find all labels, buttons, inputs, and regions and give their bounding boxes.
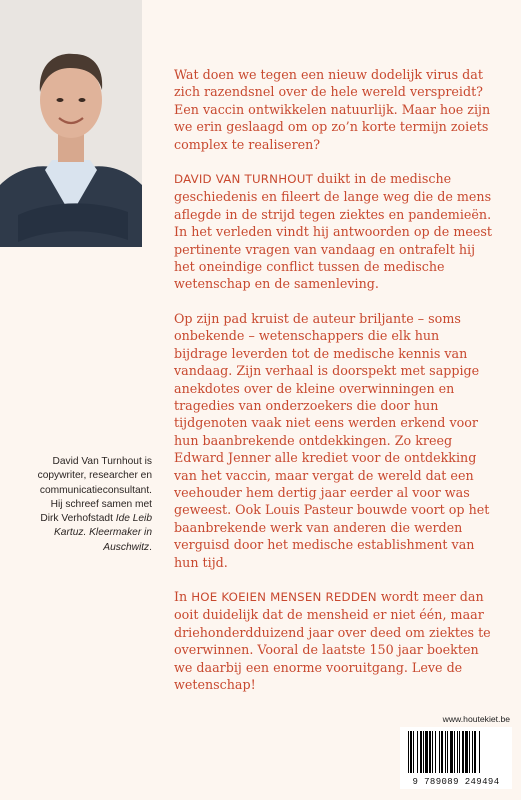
blurb-paragraph-scientists: Op zijn pad kruist de auteur briljante – soms onbekende – wetenschappers die elk hun bijdrage leverden tot de medische kennis van vandaag. Zijn verhaal is doorspekt met sappige anekdotes over de kleine overwinningen en tragedies van onderzoekers die door hun tijdgenoten vaak niet eens werden erkend voor hun baanbrekende ontdekkingen. Zo kreeg Edward Jenner alle krediet voor de ontdekking van het vaccin, maar vergat de wereld dat een veehouder hem dertig jaar eerder al voor was geweest. Ook Louis Pasteur bouwde voort op het baanbrekende werk van anderen die werden verguisd door het medische establishment van hun tijd. [174, 310, 490, 570]
barcode-bar [465, 731, 468, 773]
barcode-bar [410, 731, 412, 773]
bio-line [12, 512, 152, 526]
barcode-bar [439, 731, 440, 773]
title-separator: . [83, 527, 90, 539]
book-title: Kleermaker in [89, 527, 152, 539]
back-cover-blurb [174, 66, 494, 710]
barcode-bar [459, 731, 460, 773]
barcode-bar [417, 731, 418, 773]
isbn-barcode [400, 727, 512, 789]
book-title: Auschwitz [103, 541, 150, 553]
author-photo [0, 0, 142, 247]
book-title: Ide Leib [115, 513, 152, 525]
barcode-bar [454, 731, 455, 773]
barcode-bar [413, 731, 414, 773]
barcode-bar [457, 731, 458, 773]
barcode-bar [462, 731, 464, 773]
blurb-paragraph-conclusion [174, 588, 494, 693]
publisher-website: www.houtekiet.be [442, 714, 510, 724]
bio-line: David Van Turnhout is [52, 456, 152, 467]
paragraph-text: wordt meer dan ooit duidelijk dat de mensheid er niet één, maar driehonderdduizend jaar over deed om ziektes te overwinnen. Vooral de laatste 150 jaar boekten we daarbij een enorme vooruitgang. Leve de wetenschap! [174, 588, 491, 692]
barcode-bar [425, 731, 428, 773]
paragraph-text: duikt in de medische geschiedenis en fileert de lange weg die de mens aflegde in de strijd tegen ziektes en pandemieën. In het verleden vindt hij antwoorden op de meest pertinente vragen van vandaag en ontrafelt hij het oneindige conflict tussen de medische wetenschap en de samenleving. [174, 171, 492, 292]
barcode-bar [479, 731, 480, 773]
barcode-bar [420, 731, 422, 773]
author-name: DAVID VAN TURNHOUT [174, 172, 313, 187]
barcode-bar [423, 731, 424, 773]
barcode-bar [469, 731, 470, 773]
bio-line [12, 526, 152, 540]
barcode-bar [450, 731, 453, 773]
barcode-bar [435, 731, 436, 773]
book-title: HOE KOEIEN MENSEN REDDEN [191, 589, 377, 604]
barcode-bar [441, 731, 443, 773]
isbn-number: 9 789089 249494 [412, 777, 500, 787]
blurb-paragraph-intro: Wat doen we tegen een nieuw dodelijk virus dat zich razendsnel over de hele wereld verspreidt? Een vaccin ontwikkelen natuurlijk. Maar hoe zijn we erin geslaagd om op zo’n korte termijn zoiets complex te realiseren? [174, 67, 491, 152]
barcode-bar [408, 731, 409, 773]
book-title: Kartuz [54, 527, 84, 539]
barcode-bar [429, 731, 431, 773]
blurb-paragraph-author [174, 170, 494, 293]
author-portrait-image [0, 0, 142, 247]
bio-line: communicatieconsultant. [39, 484, 152, 496]
author-bio [12, 455, 152, 555]
paragraph-text: In [174, 588, 192, 604]
bio-text: . [149, 541, 152, 553]
bio-text: Dirk Verhofstadt [40, 513, 116, 525]
barcode-bar [447, 731, 448, 773]
barcode-bar [472, 731, 473, 773]
bio-line: Hij schreef samen met [50, 498, 152, 510]
bio-line: copywriter, researcher en [37, 470, 152, 482]
barcode-bar [445, 731, 446, 773]
barcode-bar [432, 731, 433, 773]
barcode-bars [408, 731, 504, 773]
barcode-bar [474, 731, 476, 773]
bio-line [12, 541, 152, 555]
